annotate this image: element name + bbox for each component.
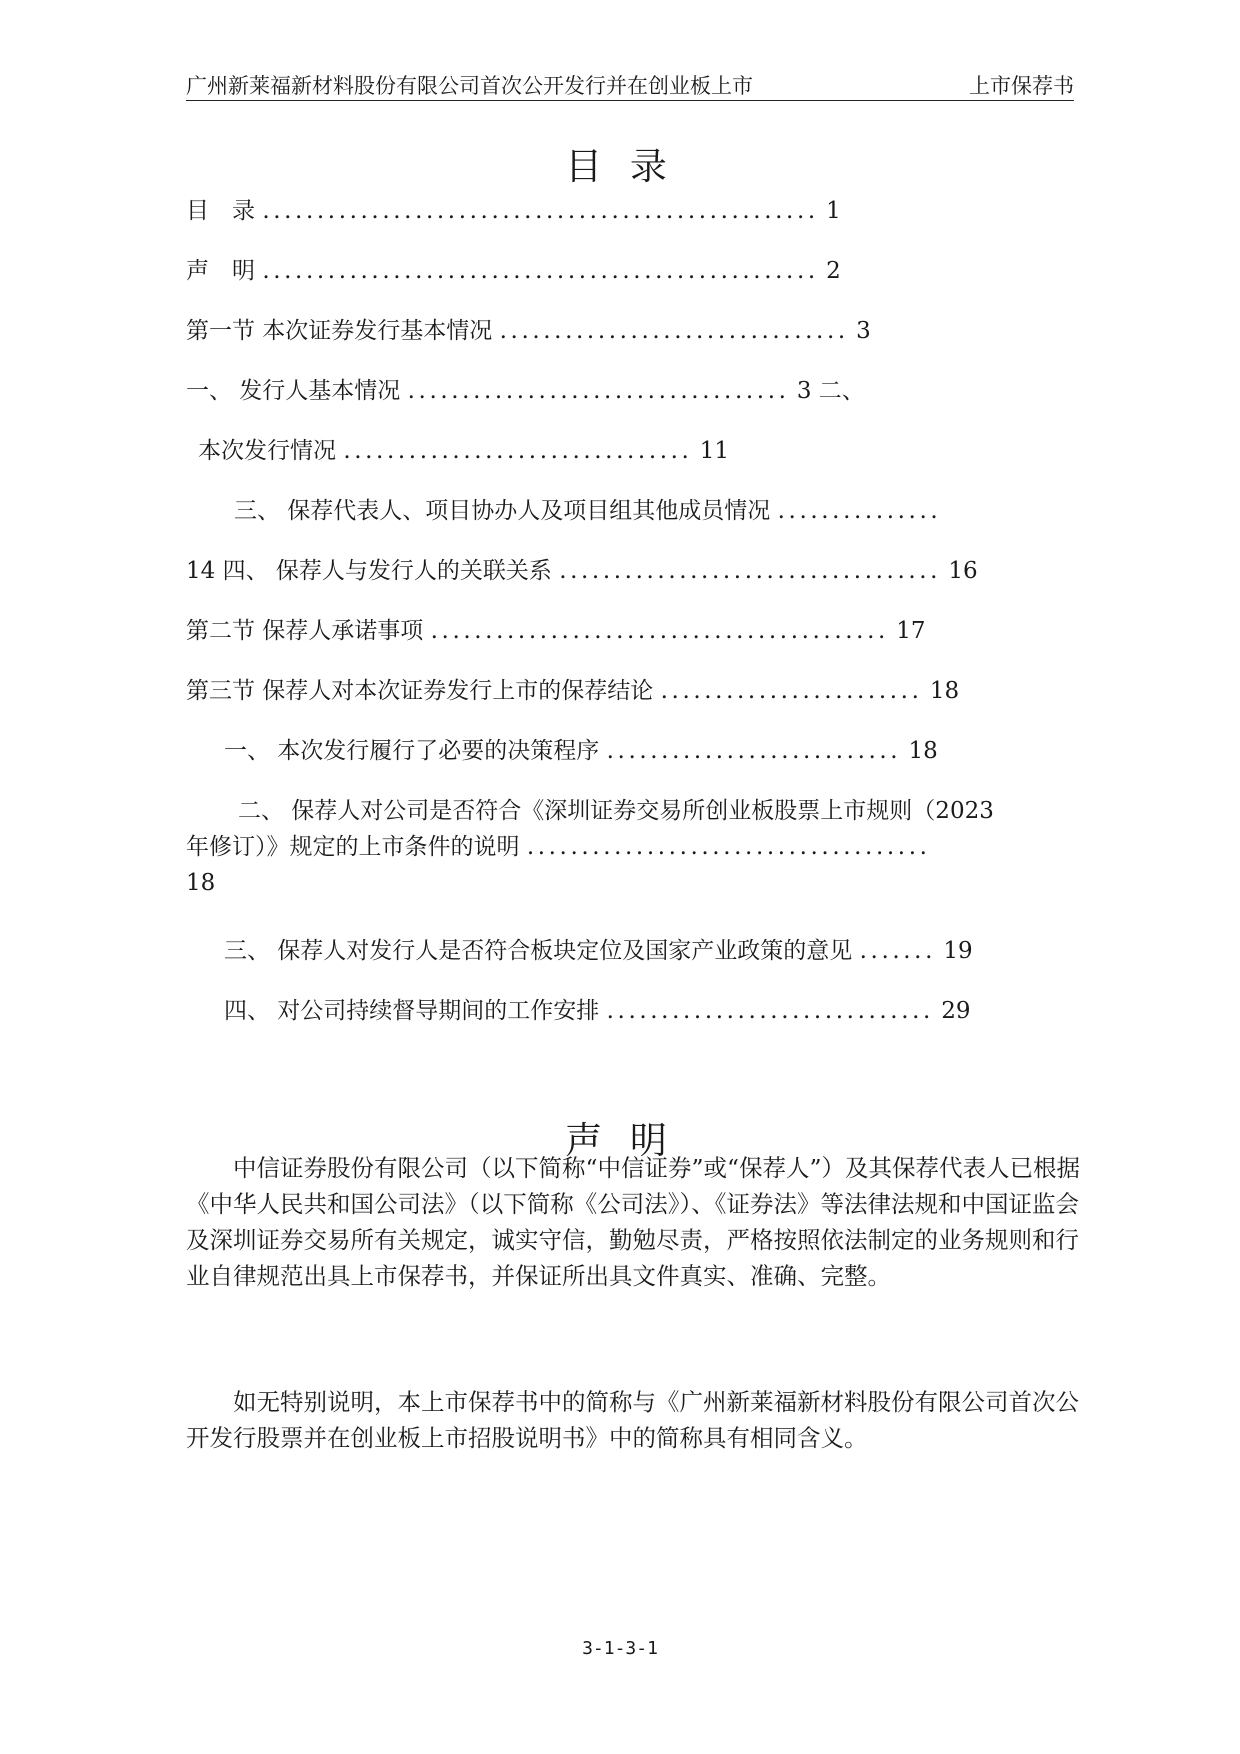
toc-entry[interactable]: 一、 本次发行履行了必要的决策程序 ........................... 18 — [224, 738, 938, 764]
toc-entry[interactable]: 第一节 本次证券发行基本情况 ................................ 3 — [186, 318, 871, 344]
toc-entry[interactable]: 年修订）》规定的上市条件的说明 ..................................... — [186, 834, 931, 860]
declaration-paragraph: 如无特别说明，本上市保荐书中的简称与《广州新莱福新材料股份有限公司首次公开发行股票并在创业板上市招股说明书》中的简称具有相同含义。 — [186, 1388, 1079, 1452]
toc-entry[interactable]: 第二节 保荐人承诺事项 .......................................... 17 — [186, 618, 926, 644]
toc-entry[interactable]: 声 明 ................................................... 2 — [186, 258, 841, 284]
toc-title: 目 录 — [565, 145, 675, 188]
header-document-title: 广州新莱福新材料股份有限公司首次公开发行并在创业板上市 — [186, 74, 753, 98]
header-section-label: 上市保荐书 — [969, 74, 1074, 98]
toc-entry[interactable]: 一、 发行人基本情况 ................................... 3 二、 — [186, 378, 865, 404]
page-number: 3-1-3-1 — [582, 1638, 658, 1659]
toc-entry[interactable]: 二、 保荐人对公司是否符合《深圳证券交易所创业板股票上市规则（2023 — [238, 798, 994, 824]
toc-entry[interactable]: 18 — [186, 870, 216, 896]
declaration-paragraph: 中信证券股份有限公司（以下简称“中信证券”或“保荐人”）及其保荐代表人已根据《中华人民共和国公司法》（以下简称《公司法》）、《证券法》等法律法规和中国证监会及深圳证券交易所有关规定，诚实守信，勤勉尽责，严格按照依法制定的业务规则和行业自律规范出具上市保荐书，并保证所出具文件真实、准确、完整。 — [186, 1154, 1081, 1290]
toc-entry[interactable]: 14 四、 保荐人与发行人的关联关系 ................................... 16 — [186, 558, 978, 584]
toc-entry[interactable]: 四、 对公司持续督导期间的工作安排 .............................. 29 — [224, 998, 971, 1024]
page-header — [186, 72, 1074, 101]
toc-entry[interactable]: 第三节 保荐人对本次证券发行上市的保荐结论 ........................ 18 — [186, 678, 960, 704]
toc-entry[interactable]: 三、 保荐代表人、项目协办人及项目组其他成员情况 ............... — [234, 498, 942, 524]
toc-entry[interactable]: 三、 保荐人对发行人是否符合板块定位及国家产业政策的意见 ....... 19 — [224, 938, 973, 964]
toc-entry[interactable]: 本次发行情况 ................................ 11 — [198, 438, 730, 464]
declaration-title: 声 明 — [565, 1119, 675, 1162]
toc-entry[interactable]: 目 录 ................................................... 1 — [186, 198, 841, 224]
